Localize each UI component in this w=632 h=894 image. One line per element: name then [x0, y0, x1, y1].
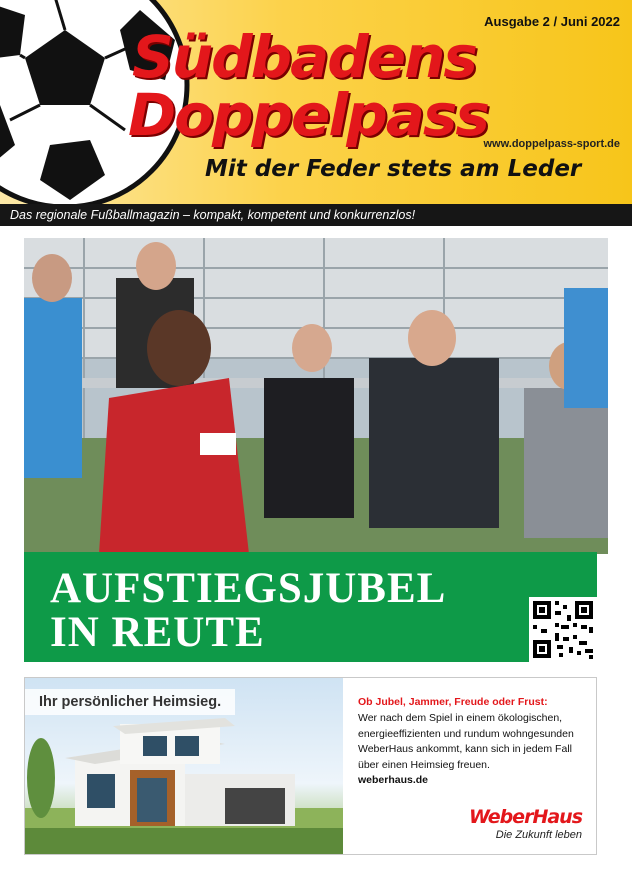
ad-image-label: Ihr persönlicher Heimsieg. [25, 689, 235, 715]
ad-house-image [25, 678, 343, 854]
ad-heading: Ob Jubel, Jammer, Freude oder Frust: [358, 696, 548, 708]
ad-body-text: Wer nach dem Spiel in einem ökologischen, energieeffizienten und rundum wohngesunden WeberHaus ankommt, kann sich in jedem Fall über einen Heimsieg freuen. [358, 712, 574, 771]
magazine-header [0, 0, 632, 204]
headline-line2: IN REUTE [50, 609, 265, 656]
magazine-title-line1: Südbadens [132, 23, 476, 91]
celebration-photo-illustration [24, 238, 608, 554]
cover-photo [24, 238, 608, 554]
qr-code[interactable] [529, 597, 597, 662]
slogan: Mit der Feder stets am Leder [205, 156, 582, 182]
magazine-title-line2: Doppelpass [128, 81, 488, 149]
weberhaus-logo [469, 806, 582, 841]
ad-url-link[interactable]: weberhaus.de [358, 774, 429, 786]
issue-label: Ausgabe 2 / Juni 2022 [484, 14, 620, 29]
ad-copy [358, 696, 588, 788]
tagline-bar: Das regionale Fußballmagazin – kompakt, kompetent und konkurrenzlos! [0, 204, 632, 226]
website-link[interactable]: www.doppelpass-sport.de [483, 138, 620, 150]
cover-headline [24, 552, 597, 662]
weberhaus-advertisement[interactable] [24, 677, 597, 855]
headline-line1: AUFSTIEGSJUBEL [50, 565, 447, 612]
brand-name: WeberHaus [468, 806, 582, 828]
brand-claim: Die Zukunft leben [495, 829, 582, 841]
